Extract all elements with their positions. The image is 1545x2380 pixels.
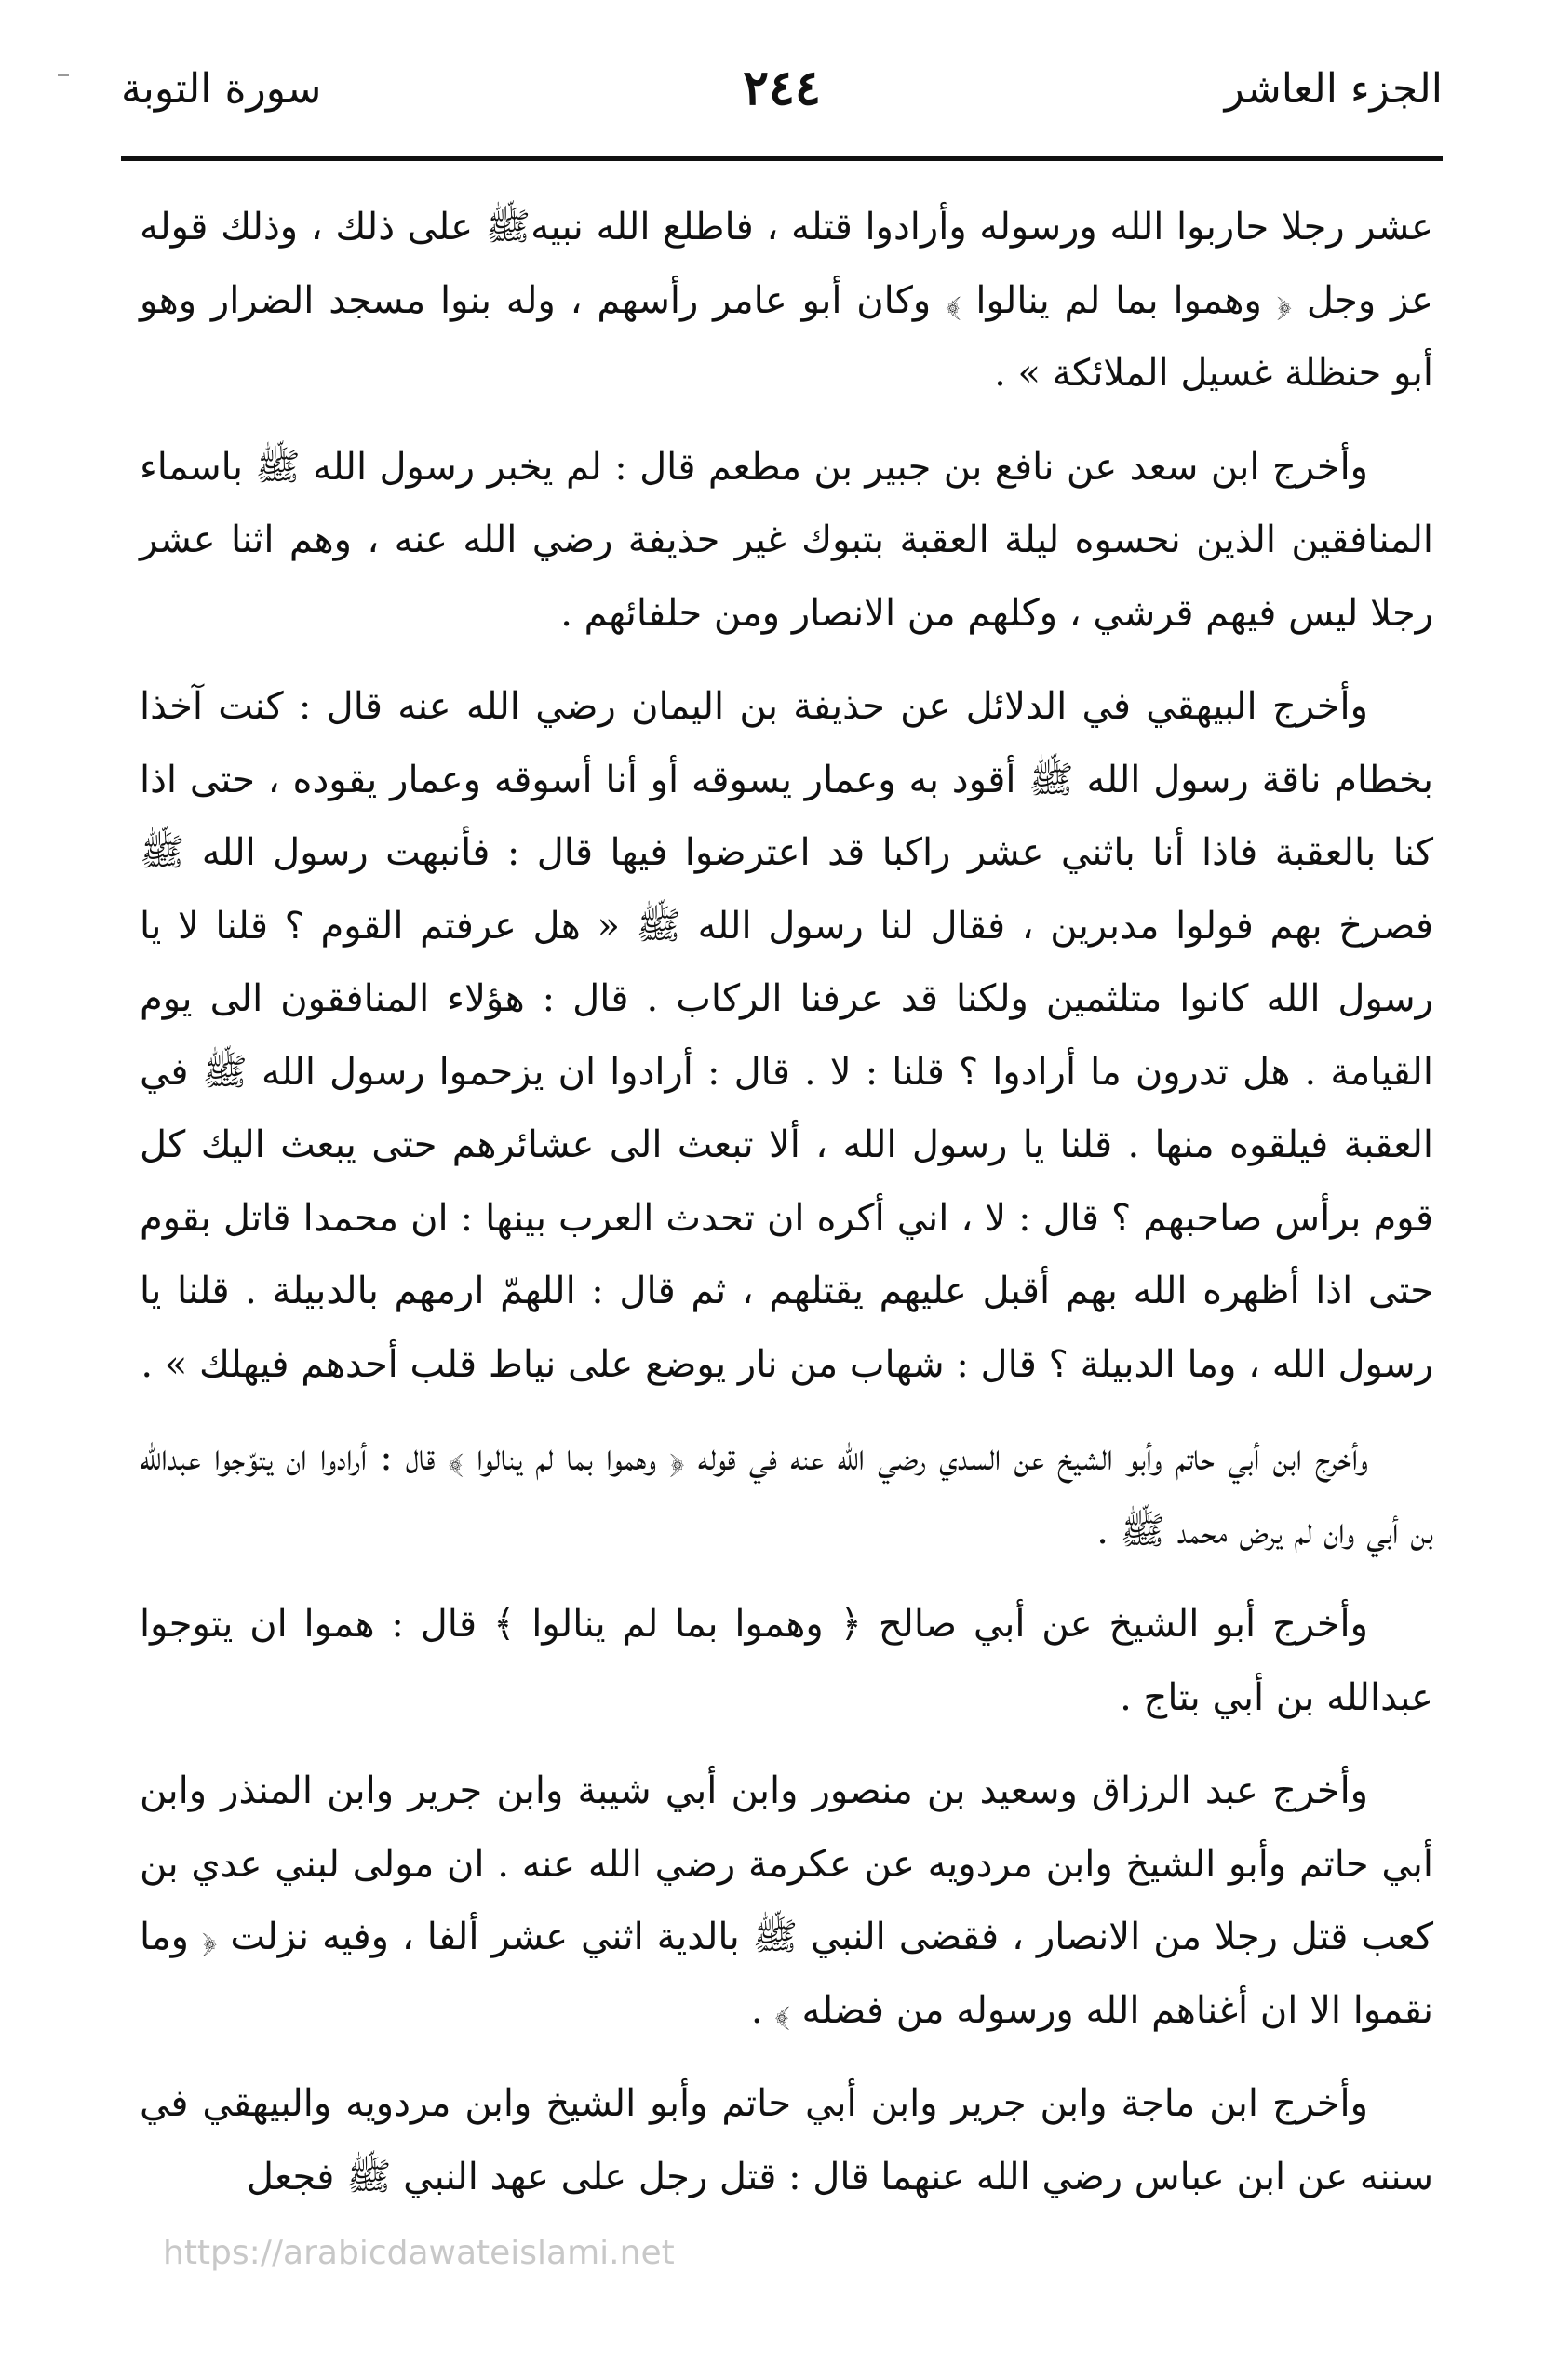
- paragraph: وأخرج البيهقي في الدلائل عن حذيفة بن اليمان رضي الله عنه قال : كنت آخذا بخطام ناقة رسول الله ﷺ أقود به وعمار يسوقه أو أنا أسوقه وعمار يقوده ، حتى اذا كنا بالعقبة فاذا أنا باثني عشر راكبا قد اعترضوا فيها قال : فأنبهت رسول الله ﷺ فصرخ بهم فولوا مدبرين ، فقال لنا رسول الله ﷺ « هل عرفتم القوم ؟ قلنا لا يا رسول الله كانوا متلثمين ولكنا قد عرفنا الركاب . قال : هؤلاء المنافقون الى يوم القيامة . هل تدرون ما أرادوا ؟ قلنا : لا . قال : أرادوا ان يزحموا رسول الله ﷺ في العقبة فيلقوه منها . قلنا يا رسول الله ، ألا تبعث الى عشائرهم حتى يبعث اليك كل قوم برأس صاحبهم ؟ قال : لا ، اني أكره ان تحدث العرب بينها : ان محمدا قاتل بقوم حتى اذا أظهره الله بهم أقبل عليهم يقتلهم ، ثم قال : اللهمّ ارمهم بالدبيلة . قلنا يا رسول الله ، وما الدبيلة ؟ قال : شهاب من نار يوضع على نياط قلب أحدهم فيهلك » .: [140, 685, 1433, 1386]
- surah-title: سورة التوبة: [121, 65, 322, 113]
- paragraph: وأخرج أبو الشيخ عن أبي صالح ﴿ وهموا بما لم ينالوا ﴾ قال : هموا ان يتوجوا عبدالله بن أبي بتاج .: [140, 1603, 1433, 1719]
- page-header: [121, 56, 1443, 140]
- paragraph: وأخرج ابن أبي حاتم وأبو الشيخ عن السدي رضي الله عنه في قوله ﴿ وهموا بما لم ينالوا ﴾ قال : أرادوا ان يتوّجوا عبدالله بن أبي وان لم يرض محمد ﷺ .: [140, 1436, 1433, 1553]
- paragraph: وأخرج ابن سعد عن نافع بن جبير بن مطعم قال : لم يخبر رسول الله ﷺ باسماء المنافقين الذين نحسوه ليلة العقبة بتبوك غير حذيفة رضي الله عنه ، وهم اثنا عشر رجلا ليس فيهم قرشي ، وكلهم من الانصار ومن حلفائهم .: [140, 445, 1433, 635]
- paragraph: وأخرج ابن ماجة وابن جرير وابن أبي حاتم وأبو الشيخ وابن مردويه والبيهقي في سننه عن ابن عباس رضي الله عنهما قال : قتل رجل على عهد النبي ﷺ فجعل: [140, 2082, 1433, 2198]
- header-rule: [121, 156, 1443, 161]
- part-title: الجزء العاشر: [1224, 65, 1443, 113]
- body-text: [140, 191, 1433, 2234]
- paragraph: عشر رجلا حاربوا الله ورسوله وأرادوا قتله ، فاطلع الله نبيهﷺ على ذلك ، وذلك قوله عز وجل ﴿ وهموا بما لم ينالوا ﴾ وكان أبو عامر رأسهم ، وله بنوا مسجد الضرار وهو أبو حنظلة غسيل الملائكة » .: [140, 206, 1433, 395]
- paragraph: وأخرج عبد الرزاق وسعيد بن منصور وابن أبي شيبة وابن جرير وابن المنذر وابن أبي حاتم وأبو الشيخ وابن مردويه عن عكرمة رضي الله عنه . ان مولى لبني عدي بن كعب قتل رجلا من الانصار ، فقضى النبي ﷺ بالدية اثني عشر ألفا ، وفيه نزلت ﴿ وما نقموا الا ان أغناهم الله ورسوله من فضله ﴾ .: [140, 1769, 1433, 2032]
- corner-mark: [58, 74, 69, 76]
- page-number: ٢٤٤: [743, 60, 821, 116]
- watermark: https://arabicdawateislami.net: [163, 2234, 675, 2272]
